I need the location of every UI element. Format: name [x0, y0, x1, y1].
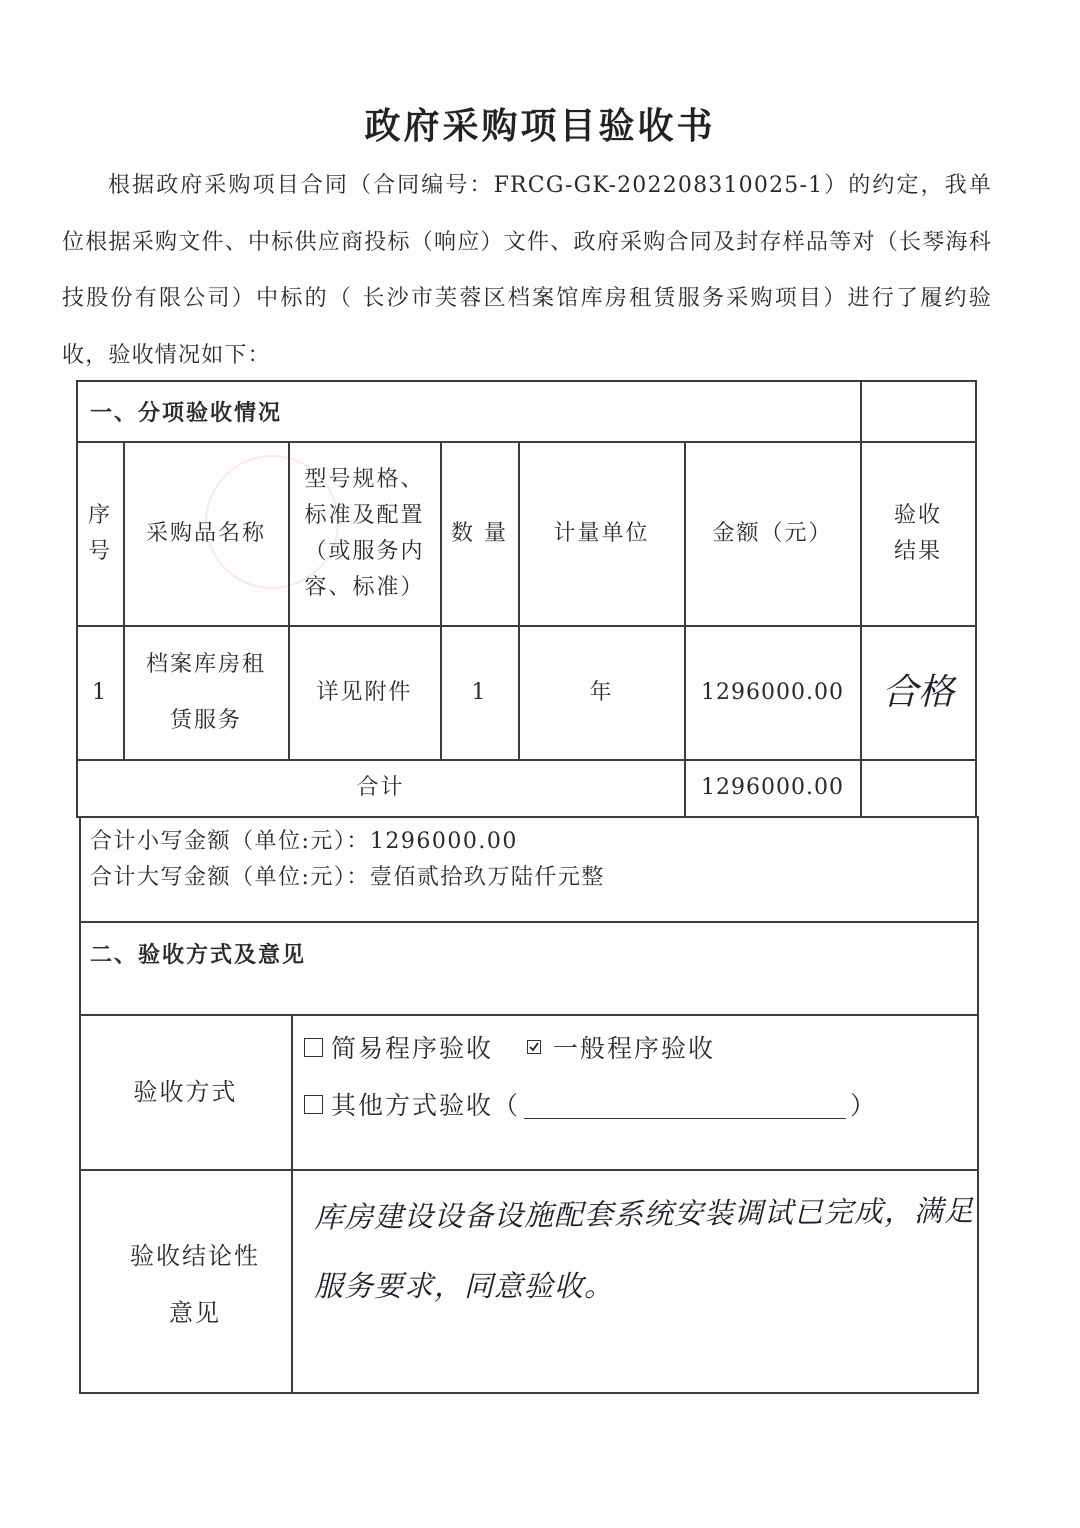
row-result-handwritten: 合格 — [881, 671, 954, 713]
total-amount: 1296000.00 — [701, 775, 844, 800]
other-option-label: 其他方式验收（ — [331, 1091, 521, 1120]
general-option-label: 一般程序验收 — [553, 1034, 716, 1063]
row-name: 档案库房租赁服务 — [145, 651, 266, 733]
simple-option-label: 简易程序验收 — [331, 1034, 494, 1063]
row-qty: 1 — [471, 679, 488, 705]
header-unit: 计量单位 — [553, 520, 650, 546]
conclusion-handwritten-line1: 库房建设设备设施配套系统安装调试已完成，满足 — [313, 1193, 975, 1235]
other-method-blank[interactable] — [524, 1090, 846, 1119]
row-seq: 1 — [92, 679, 108, 705]
sum-big: 合计大写金额（单位:元）：壹佰贰拾玖万陆仟元整 — [90, 865, 605, 890]
header-result: 验收结果 — [893, 502, 942, 564]
method-label: 验收方式 — [133, 1078, 238, 1106]
section2-heading: 二、验收方式及意见 — [90, 943, 307, 968]
header-seq: 序号 — [87, 502, 112, 564]
method-options-row2 — [304, 1086, 877, 1122]
row-amount: 1296000.00 — [701, 679, 844, 705]
page-title: 政府采购项目验收书 — [364, 106, 716, 147]
other-checkbox[interactable] — [304, 1095, 323, 1114]
row-unit: 年 — [589, 679, 614, 705]
header-name: 采购品名称 — [145, 520, 266, 546]
section1-heading: 一、分项验收情况 — [90, 401, 283, 426]
header-qty: 数 量 — [451, 520, 508, 546]
other-option-close: ） — [850, 1091, 878, 1120]
row-spec: 详见附件 — [316, 679, 413, 705]
intro-paragraph: 根据政府采购项目合同（合同编号：FRCG-GK-202208310025-1）的约定，我单位根据采购文件、中标供应商投标（响应）文件、政府采购合同及封存样品等对（长琴海科技股份有限公司）中标的（ 长沙市芙蓉区档案馆库房租赁服务采购项目）进行了履约验收，验收情况如下： — [62, 173, 992, 369]
conclusion-label: 验收结论性意见 — [130, 1242, 260, 1327]
total-label: 合计 — [356, 775, 405, 800]
general-checkbox-checked[interactable] — [527, 1040, 541, 1054]
simple-checkbox[interactable] — [304, 1038, 323, 1057]
header-amount: 金额（元） — [712, 520, 833, 546]
method-options-row1 — [304, 1029, 715, 1065]
conclusion-handwritten-line2: 服务要求，同意验收。 — [314, 1269, 615, 1303]
header-spec: 型号规格、标准及配置（或服务内容、标准） — [304, 466, 425, 600]
check-icon — [528, 1041, 540, 1053]
sum-small: 合计小写金额（单位:元）：1296000.00 — [90, 829, 518, 854]
